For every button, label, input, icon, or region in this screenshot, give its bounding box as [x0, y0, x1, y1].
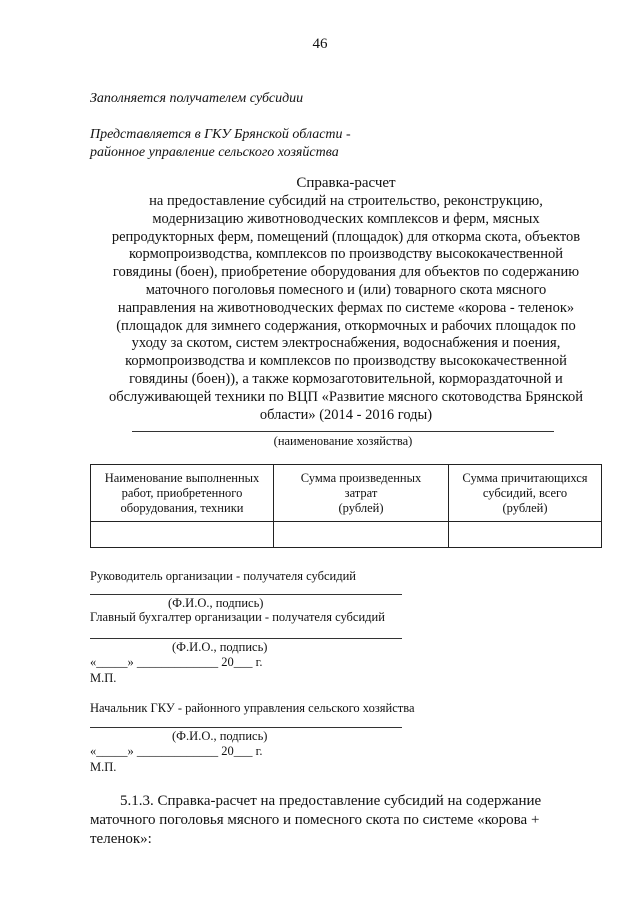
stamp-placeholder: М.П.: [90, 671, 117, 685]
accountant-signature-line[interactable]: [90, 638, 402, 639]
subtitle-line: (площадок для зимнего содержания, откормочных и рабочих площадок по: [116, 317, 576, 334]
filled-by-note: Заполняется получателем субсидии: [90, 91, 304, 106]
table-row: [91, 522, 602, 548]
document-title: Справка-расчет: [296, 175, 396, 191]
section-line-1: 5.1.3. Справка-расчет на предоставление субсидий на содержание: [120, 793, 542, 809]
page-number: 46: [312, 36, 328, 52]
subtitle-line: кормопроизводства и комплексов по производству высококачественной: [125, 353, 567, 370]
stamp-placeholder: М.П.: [90, 760, 117, 774]
farm-name-line: [132, 431, 554, 432]
fio-caption: (Ф.И.О., подпись): [168, 596, 264, 610]
subtitle-line: говядины (боен)), а также кормозаготовительной, кормораздаточной и: [129, 370, 563, 387]
subtitle-line: маточного поголовья помесного и (или) товарного скота мясного: [145, 281, 547, 298]
submitted-to-line-2: районное управление сельского хозяйства: [90, 145, 339, 160]
chief-signature-line[interactable]: [90, 727, 402, 728]
header-cell-costs: Сумма произведенных затрат (рублей): [274, 465, 449, 522]
calculation-table: [90, 464, 602, 548]
header-cell-works: Наименование выполненных работ, приобретенного оборудования, техники: [91, 465, 274, 522]
farm-name-caption: (наименование хозяйства): [273, 434, 413, 448]
subtitle-line: обслуживающей техники по ВЦП «Развитие мясного скотоводства Брянской: [108, 388, 584, 405]
table-header-row: [91, 465, 602, 522]
date-line: «_____» _____________ 20___ г.: [90, 655, 263, 669]
section-line-3: теленок»:: [90, 831, 152, 847]
table-cell[interactable]: [449, 522, 602, 548]
fio-caption: (Ф.И.О., подпись): [172, 640, 268, 654]
subtitle-line: направления на животноводческих фермах по системе «корова - теленок»: [117, 299, 575, 316]
document-subtitle: [90, 193, 602, 424]
subtitle-line: кормопроизводства, комплексов по производству высококачественной: [128, 246, 563, 263]
subtitle-line: уходу за скотом, систем электроснабжения, водоснабжения и поения,: [131, 335, 561, 352]
table-cell[interactable]: [274, 522, 449, 548]
table-cell[interactable]: [91, 522, 274, 548]
subtitle-line: на предоставление субсидий на строительство, реконструкцию,: [149, 193, 543, 209]
subtitle-line: модернизацию животноводческих комплексов и ферм, мясных: [152, 210, 540, 227]
subtitle-line: говядины (боен), приобретение оборудования для объектов по содержанию: [112, 264, 580, 281]
chief-label: Начальник ГКУ - районного управления сельского хозяйства: [90, 701, 415, 715]
submitted-to-line-1: Представляется в ГКУ Брянской области -: [90, 127, 351, 142]
fio-caption: (Ф.И.О., подпись): [172, 729, 268, 743]
section-line-2: маточного поголовья мясного и помесного скота по системе «корова +: [90, 812, 540, 828]
subtitle-line: области» (2014 - 2016 годы): [259, 406, 433, 423]
head-signature-line[interactable]: [90, 594, 402, 595]
date-line: «_____» _____________ 20___ г.: [90, 744, 263, 758]
accountant-label: Главный бухгалтер организации - получателя субсидий: [90, 610, 385, 624]
head-label: Руководитель организации - получателя субсидий: [90, 569, 356, 583]
subtitle-line: репродукторных ферм, помещений (площадок) для откорма скота, объектов: [111, 228, 581, 245]
header-cell-subsidies: Сумма причитающихся субсидий, всего (рублей): [449, 465, 602, 522]
